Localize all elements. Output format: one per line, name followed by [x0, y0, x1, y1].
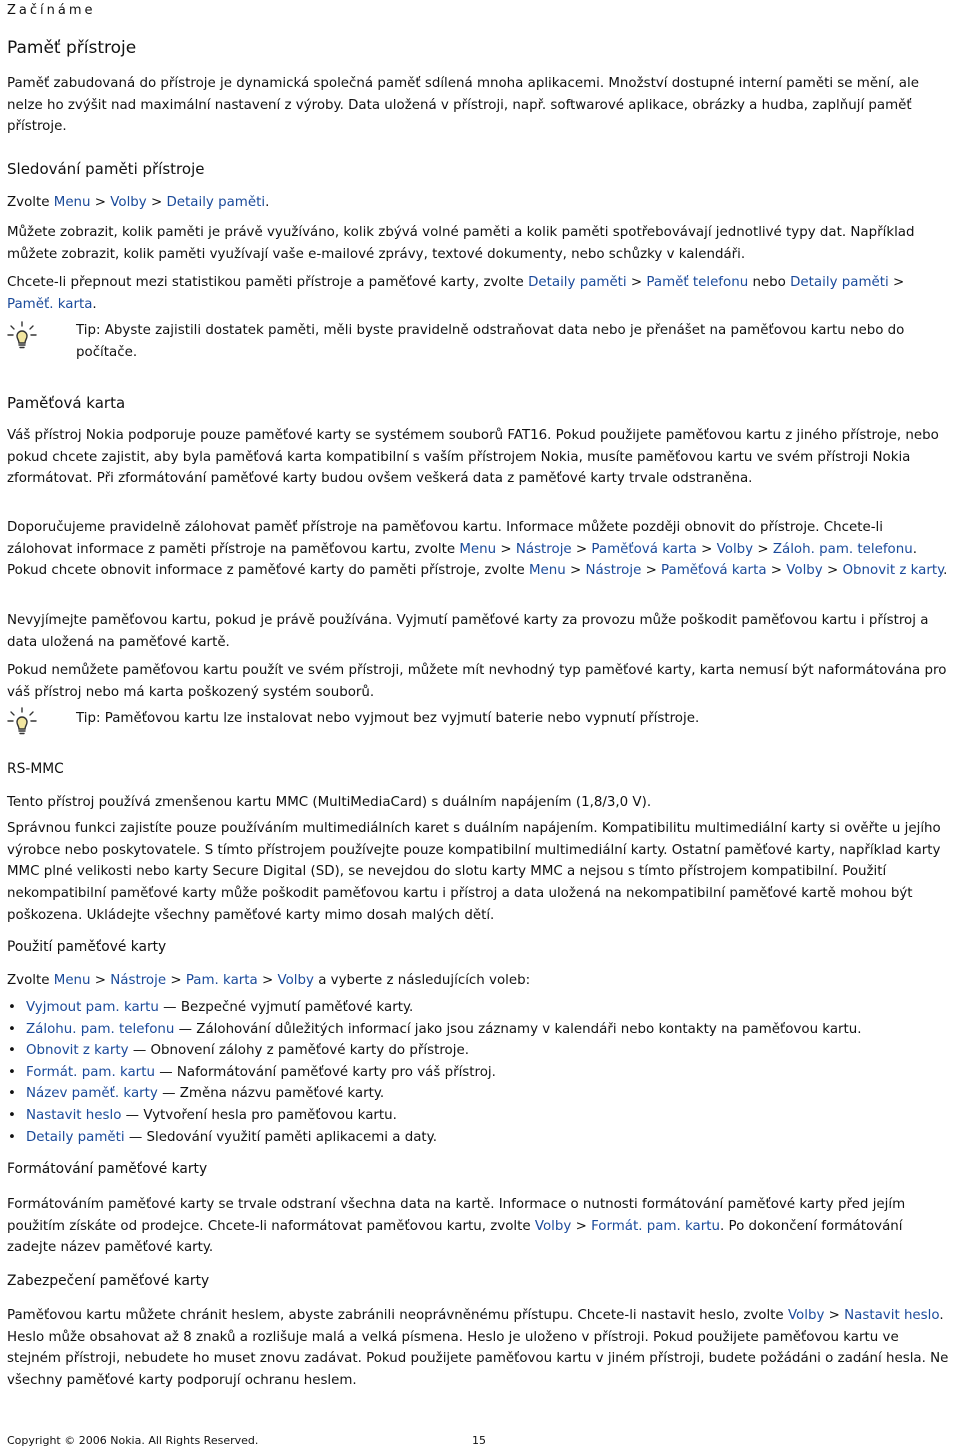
- section-title-card-security: Zabezpečení paměťové karty: [7, 1273, 210, 1289]
- card-format-paragraph: Formátováním paměťové karty se trvale odstraní všechna data na kartě. Informace o nutnosti formátování paměťové karty před jejím použitím získáte od prodejce. Chcete-li naformátovat paměťovou kartu, zvolte Volby > Formát. pam. kartu. Po dokončení formátování zadejte název paměťové karty.: [7, 1197, 906, 1256]
- option-obnovit[interactable]: Obnovit z karty: [26, 1043, 129, 1059]
- rs-mmc-paragraph-2: Správnou funkci zajistíte pouze používáním multimediálních karet s duálním napájením. Kompatibilitu multimediální karty si ověřte u jejího výrobce nebo poskytovatele. S tímto přístrojem používejte pouze kompatibilní multimediální karty. Ostatní paměťové karty, například karty MMC plné velikosti nebo karty Secure Digital (SD), se nevejdou do slotu karty MMC a nejsou s tímto přístrojem kompatibilní. Použití nekompatibilní paměťové karty může poškodit paměťovou kartu i přístroj a data uložená na nekompatibilní paměťové kartě mohou být poškozena. Ukládejte všechny paměťové karty mimo dosah malých dětí.: [7, 821, 941, 923]
- list-item: • Zálohu. pam. telefonu — Zálohování důležitých informací jako jsou záznamy v kalendáři nebo kontakty na paměťovou kartu.: [7, 1019, 950, 1041]
- memory-card-paragraph-3: Nevyjímejte paměťovou kartu, pokud je právě používána. Vyjmutí paměťové karty za provozu může poškodit paměťovou kartu i přístroj a data uložená na paměťové kartě.: [7, 613, 929, 650]
- nastroje-link-2[interactable]: Nástroje: [585, 563, 642, 579]
- tip-memory: Tip: Abyste zajistili dostatek paměti, měli byste pravidelně odstraňovat data nebo je přenášet na paměťovou kartu nebo do počítače.: [76, 323, 905, 360]
- list-item: • Nastavit heslo — Vytvoření hesla pro paměťovou kartu.: [7, 1105, 950, 1127]
- nastavit-heslo-link[interactable]: Nastavit heslo: [844, 1308, 940, 1323]
- card-security-paragraph: Paměťovou kartu můžete chránit heslem, abyste zabránili neoprávněnému přístupu. Chcete-li nastavit heslo, zvolte Volby > Nastavit heslo. Heslo může obsahovat až 8 znaků a rozlišuje malá a velká písmena. Heslo je uloženo v přístroji. Pokud použijete paměťovou kartu ve stejném přístroji, nebudete ho muset znovu zadávat. Pokud použijete paměťovou kartu v jiném přístroji, budete požádáni o zadání hesla. Ne všechny paměťové karty podporují ochranu heslem.: [7, 1308, 949, 1389]
- section-title-card-format: Formátování paměťové karty: [7, 1161, 208, 1177]
- list-item: • Název paměť. karty — Změna názvu paměťové karty.: [7, 1083, 950, 1105]
- pamet-karta-link[interactable]: Paměť. karta: [7, 296, 93, 312]
- section-title-memory-tracking: Sledování paměti přístroje: [7, 160, 205, 178]
- section-title-memory-card: Paměťová karta: [7, 394, 126, 412]
- copyright-footer: Copyright © 2006 Nokia. All Rights Reserved.: [7, 1434, 259, 1447]
- lightbulb-icon: [7, 706, 37, 736]
- tip-memory-card: Tip: Paměťovou kartu lze instalovat nebo vyjmout bez vyjmutí baterie nebo vypnutí přístroje.: [76, 711, 700, 726]
- volby-link-5[interactable]: Volby: [534, 1218, 572, 1234]
- format-pam-kartu-link[interactable]: Formát. pam. kartu: [591, 1218, 720, 1234]
- list-item: • Obnovit z karty — Obnovení zálohy z paměťové karty do přístroje.: [7, 1040, 950, 1062]
- option-heslo[interactable]: Nastavit heslo: [26, 1107, 122, 1123]
- memory-switch-paragraph: Chcete-li přepnout mezi statistikou paměti přístroje a paměťové karty, zvolte Detaily paměti > Paměť telefonu nebo Detaily paměti > Paměť. karta.: [7, 275, 905, 312]
- option-detaily[interactable]: Detaily paměti: [26, 1129, 125, 1145]
- detaily-pameti-link-3[interactable]: Detaily paměti: [790, 275, 889, 290]
- section-title-device-memory: Paměť přístroje: [7, 38, 137, 58]
- tip-label: Tip:: [76, 711, 101, 726]
- menu-link-4[interactable]: Menu: [53, 973, 91, 988]
- pametova-karta-link-2[interactable]: Paměťová karta: [661, 563, 767, 579]
- list-item: • Vyjmout pam. kartu — Bezpečné vyjmutí paměťové karty.: [7, 997, 950, 1019]
- menu-link[interactable]: Menu: [53, 195, 91, 210]
- nastroje-link[interactable]: Nástroje: [515, 541, 572, 557]
- pamet-telefonu-link[interactable]: Paměť telefonu: [646, 275, 749, 290]
- card-usage-path: Zvolte Menu > Nástroje > Pam. karta > Volby a vyberte z následujících voleb:: [7, 973, 531, 988]
- option-nazev[interactable]: Název paměť. karty: [26, 1086, 158, 1102]
- section-title-rs-mmc: RS-MMC: [7, 761, 64, 777]
- nastroje-link-3[interactable]: Nástroje: [110, 973, 167, 988]
- page-number: 15: [472, 1434, 486, 1447]
- volby-link-4[interactable]: Volby: [277, 973, 314, 988]
- memory-card-paragraph-4: Pokud nemůžete paměťovou kartu použít ve svém přístroji, můžete mít nevhodný typ paměťové karty, karta nemusí být naformátována pro váš přístroj nebo má karta poškozený systém souborů.: [7, 663, 947, 700]
- option-format[interactable]: Formát. pam. kartu: [26, 1064, 155, 1080]
- volby-link[interactable]: Volby: [110, 195, 147, 210]
- zaloh-link[interactable]: Záloh. pam. telefonu: [772, 541, 913, 557]
- memory-card-paragraph-1: Váš přístroj Nokia podporuje pouze paměťové karty se systémem souborů FAT16. Pokud použijete paměťovou kartu z jiného přístroje, nebo pokud chcete zajistit, aby byla paměťová karta kompatibilní s vaším přístrojem Nokia, musíte paměťovou kartu ve svém přístroji Nokia zformátovat. Při zformátování paměťové karty budou ovšem veškerá data z paměťové karty trvale odstraněna.: [7, 428, 939, 487]
- section-title-card-usage: Použití paměťové karty: [7, 939, 167, 955]
- memory-tracking-path: Zvolte Menu > Volby > Detaily paměti.: [7, 195, 270, 210]
- memory-card-backup-paragraph: Doporučujeme pravidelně zálohovat paměť přístroje na paměťovou kartu. Informace můžete později obnovit do přístroje. Chcete-li zálohovat informace z paměti přístroje na paměťovou kartu, zvolte Menu > Nástroje > Paměťová karta > Volby > Záloh. pam. telefonu. Pokud chcete obnovit informace z paměťové karty do paměti přístroje, zvolte Menu > Nástroje > Paměťová karta > Volby > Obnovit z karty.: [7, 520, 948, 579]
- menu-link-3[interactable]: Menu: [529, 563, 566, 579]
- card-options-list: [7, 997, 950, 1148]
- volby-link-3[interactable]: Volby: [786, 563, 823, 579]
- lightbulb-icon: [7, 320, 37, 350]
- volby-link-6[interactable]: Volby: [787, 1308, 825, 1323]
- list-item: • Formát. pam. kartu — Naformátování paměťové karty pro váš přístroj.: [7, 1062, 950, 1084]
- option-vyjmout[interactable]: Vyjmout pam. kartu: [26, 1000, 159, 1015]
- volby-link-2[interactable]: Volby: [716, 541, 754, 557]
- detaily-pameti-link-2[interactable]: Detaily paměti: [528, 275, 627, 290]
- pametova-karta-link[interactable]: Paměťová karta: [591, 541, 697, 557]
- tip-label: Tip:: [76, 323, 101, 338]
- option-zaloh[interactable]: Zálohu. pam. telefonu: [26, 1021, 175, 1037]
- rs-mmc-paragraph-1: Tento přístroj používá zmenšenou kartu MMC (MultiMediaCard) s duálním napájením (1,8/3,0 V).: [7, 795, 652, 810]
- obnovit-link[interactable]: Obnovit z karty: [842, 563, 944, 579]
- device-memory-paragraph: Paměť zabudovaná do přístroje je dynamická společná paměť sdílená mnoha aplikacemi. Množství dostupné interní paměti se mění, ale nelze ho zvýšit nad maximální nastavení z výroby. Data uložená v přístroji, např. softwarové aplikace, obrázky a hudba, zaplňují paměť přístroje.: [7, 76, 919, 135]
- detaily-pameti-link[interactable]: Detaily paměti: [166, 195, 266, 210]
- memory-tracking-paragraph: Můžete zobrazit, kolik paměti je právě využíváno, kolik zbývá volné paměti a kolik paměti spotřebovávají jednotlivé typy dat. Například můžete zobrazit, kolik paměti využívají vaše e-mailové zprávy, textové dokumenty, nebo schůzky v kalendáři.: [7, 225, 915, 262]
- list-item: • Detaily paměti — Sledování využití paměti aplikacemi a daty.: [7, 1127, 950, 1149]
- pam-karta-link[interactable]: Pam. karta: [185, 973, 258, 988]
- running-header: Začínáme: [7, 3, 96, 18]
- menu-link-2[interactable]: Menu: [459, 541, 497, 557]
